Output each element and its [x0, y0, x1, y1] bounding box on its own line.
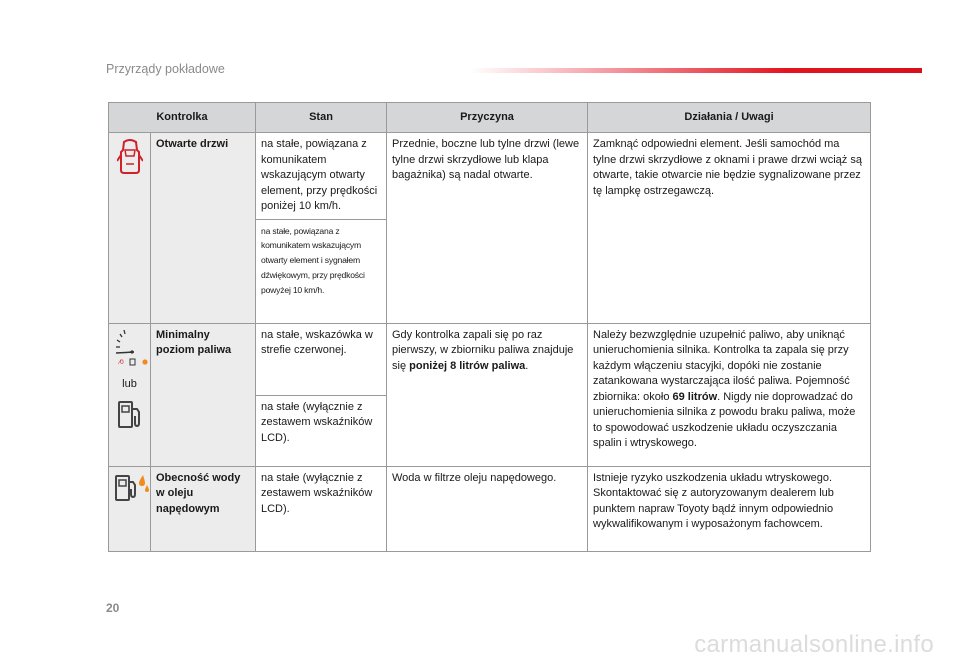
state-fuel-2: na stałe (wyłącznie z zestawem wskaźników LCD).: [256, 395, 387, 466]
warning-lights-table: [108, 102, 871, 552]
cause-doors: Przednie, boczne lub tylne drzwi (lewe tylne drzwi skrzydłowe lub klapa bagażnika) są nadal otwarte.: [387, 133, 588, 324]
water-in-diesel-icon: [114, 494, 150, 506]
icon-cell: [109, 466, 151, 551]
icon-cell: [109, 133, 151, 324]
state-fuel-1: na stałe, wskazówka w strefie czerwonej.: [256, 323, 387, 395]
header-dzialania: Działania / Uwagi: [588, 103, 871, 133]
fuel-pump-icon: [116, 420, 144, 432]
car-door-open-icon: [117, 166, 143, 178]
header-stan: Stan: [256, 103, 387, 133]
icon-cell: [109, 323, 151, 466]
table-row: [109, 323, 871, 395]
action-water: Istnieje ryzyko uszkodzenia układu wtryskowego. Skontaktować się z autoryzowanym dealerem lub punktem napraw Toyoty bądź innym odpowiednio wykwalifikowanym i wyposażonym fachowcem.: [588, 466, 871, 551]
action-doors: Zamknąć odpowiedni element. Jeśli samochód ma tylne drzwi skrzydłowe z oknami i prawe drzwi wciąż są otwarte, takie otwarcie nie będzie sygnalizowane przez tę lampkę ostrzegawczą.: [588, 133, 871, 324]
header-kontrolka: Kontrolka: [109, 103, 256, 133]
header-accent-bar: [470, 68, 922, 73]
state-doors-1: na stałe, powiązana z komunikatem wskazującym otwarty element, przy prędkości poniżej 10 km/h.: [256, 133, 387, 220]
or-label: lub: [122, 378, 137, 390]
header-przyczyna: Przyczyna: [387, 103, 588, 133]
action-fuel: Należy bezwzględnie uzupełnić paliwo, aby uniknąć unieruchomienia silnika. Kontrolka ta zapala się przy każdym włączeniu stacyjki, dopóki nie zostanie zatankowana wystarczająca ilość paliwa. Pojemność zbiornika: około 69 litrów. Nigdy nie doprowadzać do unieruchomienia silnika z powodu braku paliwa, może to spowodować uszkodzenie układu oczyszczania spalin i wtryskowego.: [588, 323, 871, 466]
tank-capacity: 69 litrów: [672, 390, 718, 403]
state-doors-2: na stałe, powiązana z komunikatem wskazującym otwarty element i sygnałem dźwiękowym, przy prędkości powyżej 10 km/h.: [256, 219, 387, 323]
cause-fuel: Gdy kontrolka zapali się po raz pierwszy, w zbiorniku paliwa znajduje się poniżej 8 litrów paliwa.: [387, 323, 588, 466]
fuel-gauge-icon: [114, 359, 150, 371]
svg-text:⁄0: ⁄0: [119, 358, 124, 366]
state-water-1: na stałe (wyłącznie z zestawem wskaźników LCD).: [256, 466, 387, 551]
light-name-doors: Otwarte drzwi: [151, 133, 256, 324]
light-name-water: Obecność wody w oleju napędowym: [151, 466, 256, 551]
table-header-row: [109, 103, 871, 133]
light-name-fuel: Minimalny poziom paliwa: [151, 323, 256, 466]
table-row: [109, 466, 871, 551]
cause-fuel-highlight: poniżej 8 litrów paliwa: [409, 359, 526, 372]
page-number: 20: [106, 601, 120, 615]
table-row: [109, 133, 871, 220]
section-title: Przyrządy pokładowe: [106, 62, 225, 76]
cause-water: Woda w filtrze oleju napędowego.: [387, 466, 588, 551]
watermark: carmanualsonline.info: [694, 631, 934, 658]
